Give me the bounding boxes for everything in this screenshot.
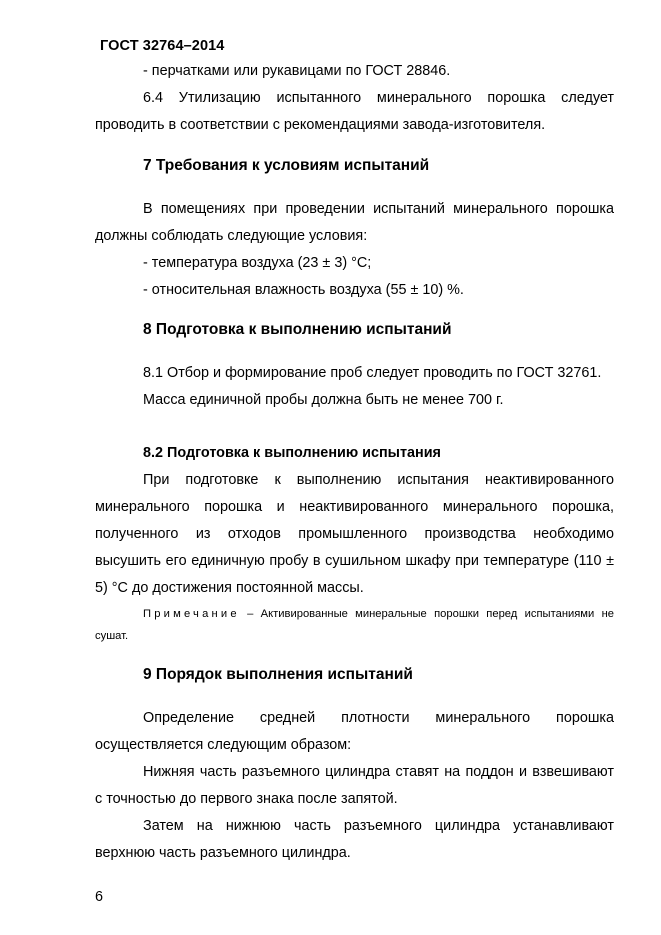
gloves-item: - перчатками или рукавицами по ГОСТ 28846.	[143, 63, 451, 79]
section-9-paragraph-3: Затем на нижнюю часть разъемного цилиндра устанавливают верхнюю часть разъемного цилиндра.	[95, 818, 614, 861]
note-label: Примечание	[143, 608, 240, 620]
condition-temperature: - температура воздуха (23 ± 3) °С;	[143, 255, 372, 271]
paragraph-6-4: 6.4 Утилизацию испытанного минерального порошка следует проводить в соответствии с рекомендациями завода-изготовителя.	[95, 90, 614, 133]
section-7-body	[95, 196, 614, 304]
section-9-body	[95, 705, 614, 867]
section-6-continuation	[95, 58, 614, 139]
subsection-8-2-body	[95, 467, 614, 602]
condition-humidity: - относительная влажность воздуха (55 ± 10) %.	[143, 282, 464, 298]
section-9-title: 9 Порядок выполнения испытаний	[143, 666, 413, 683]
sample-mass-text: Масса единичной пробы должна быть не менее 700 г.	[143, 392, 504, 408]
paragraph-8-1: 8.1 Отбор и формирование проб следует проводить по ГОСТ 32761.	[143, 365, 602, 381]
section-8-title: 8 Подготовка к выполнению испытаний	[143, 321, 452, 338]
section-7-title: 7 Требования к условиям испытаний	[143, 157, 430, 174]
section-8-body	[95, 360, 614, 414]
subsection-8-2-title: 8.2 Подготовка к выполнению испытания	[143, 445, 441, 461]
page-number: 6	[95, 889, 104, 905]
section-9-paragraph-1: Определение средней плотности минерального порошка осуществляется следующим образом:	[95, 710, 614, 753]
paragraph-8-2: При подготовке к выполнению испытания неактивированного минерального порошка и неактивированного минерального порошка, полученного из отходов промышленного производства необходимо высушить его единичную пробу в сушильном шкафу при температуре (110 ± 5) °С до достижения постоянной массы.	[95, 472, 614, 596]
section-7-intro: В помещениях при проведении испытаний минерального порошка должны соблюдать следующие условия:	[95, 201, 614, 244]
document-code-header: ГОСТ 32764–2014	[100, 38, 225, 54]
note-paragraph	[95, 603, 614, 647]
note-block	[95, 603, 614, 647]
note-text: – Активированные минеральные порошки перед испытаниями не сушат.	[95, 608, 614, 642]
section-9-paragraph-2: Нижняя часть разъемного цилиндра ставят на поддон и взвешивают с точностью до первого знака после запятой.	[95, 764, 614, 807]
